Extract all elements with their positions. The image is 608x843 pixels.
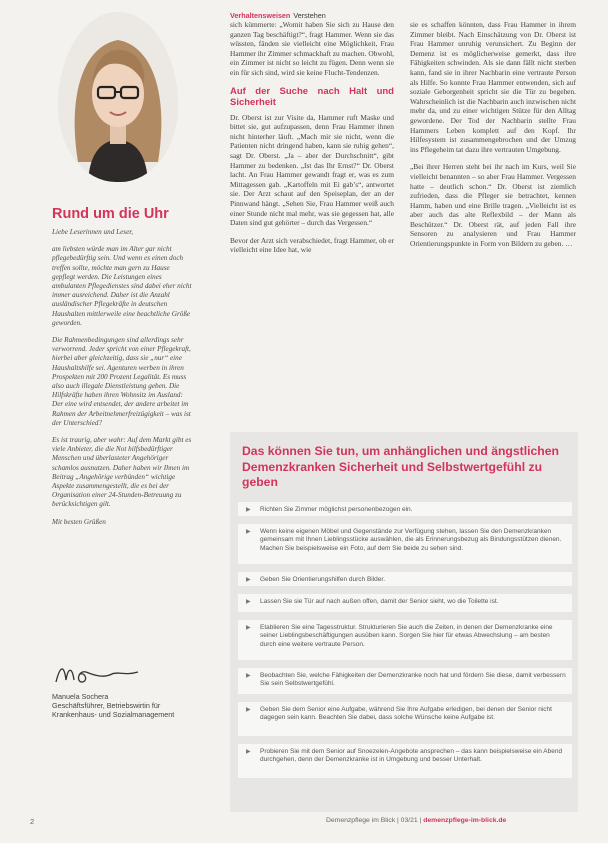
arrow-bullet-icon: ▶ [246,673,251,679]
tip-item [238,620,572,660]
editorial-paragraph: Die Rahmenbedingungen sind allerdings sehr verworrend. Jeder spricht von einer Pflegekraft, hierbei aber gleichzeitig, dass sie „nur“ eine Haushaltshilfe sei. Agenturen werben in ihren Prospekten mit 200 Prozent Legalität. Es muss also auch illegale Dienstleistung geben. Die Hilfskräfte haben ihren Wohnsitz im Ausland: Der eine wird entsendet, der andere arbeitet im Rahmen der Arbeitnehmerfreizügigkeit – was ist der Unterschied? [52,336,191,427]
tip-item [238,744,572,778]
tip-text: Lassen Sie sie Tür auf nach außen offen, damit der Senior sieht, wo die Toilette ist. [260,598,499,605]
article-column-1 [230,20,394,263]
tip-text: Wenn keine eigenen Möbel und Gegenstände zur Verfügung stehen, lassen Sie den Demenzkranken gemeinsam mit Ihnen Lieblingsstücke auswählen, die als Erinnerungsbezug als Bindungsstützen dienen. Machen Sie beispielsweise ein Foto, auf dem Sie beide zu sehen sind. [260,528,562,552]
arrow-bullet-icon: ▶ [246,625,251,631]
arrow-bullet-icon: ▶ [246,599,251,605]
tip-item [238,594,572,612]
tip-item [238,702,572,736]
tip-item [238,502,572,516]
tip-text: Probieren Sie mit dem Senior auf Snoezelen-Angebote ansprechen – das kann beispielsweise ein Abend durchgehen, denn der Demenzkranke ist in Umgebung und besser Unterhalt. [260,748,563,764]
editorial-paragraph: Es ist traurig, aber wahr: Auf dem Markt gibt es viele Anbieter, die die Not hilfsbedürftiger Menschen und überlasteter Angehöriger schamlos ausnutzen. Daher haben wir Ihnen im Beitrag „Angehörige verbünden“ wichtige Aspekte zusammengestellt, die es bei der Organisation einer 24-Stunden-Betreuung zu berücksichtigen gilt. [52,436,192,509]
tip-text: Geben Sie dem Senior eine Aufgabe, während Sie Ihre Aufgabe erledigen, bei denen der Senior nicht dagegen sein kann. Beachten Sie dabei, dass solche Wünsche keine Aufgabe ist. [260,706,552,722]
tip-item [238,572,572,586]
footer-issue: Demenzpflege im Blick | 03/21 | [326,817,422,824]
tip-text: Richten Sie Zimmer möglichst personenbezogen ein. [260,506,413,513]
article-paragraph: sich kümmerte: „Womit haben Sie sich zu Hause den ganzen Tag beschäftigt?“, fragt Hammer. Wenn sie das wüssten, fänden sie vielleicht eine Möglichkeit, Frau Hammer ihr Zimmer schmackhaft zu machen. Obwohl, ein Zimmer ist nicht so leicht zu fügen. Denn wenn sie ein für sich sind, wird sie keine Flucht-Tendenzen. [230,20,394,77]
author-portrait-photo [58,12,178,182]
tip-item [238,668,572,694]
article-paragraph: sie es schaffen könnten, dass Frau Hammer in ihrem Zimmer bleibt. Nach Einschätzung von Dr. Oberst ist Frau Hammer unruhig verunsichert. Zu Beginn der Demenz ist es möglicherweise gemerkt, dass ihre Fähigkeiten schwinden. Als sie dann fällt nicht sterben kann, fand sie in ihrer Nachbarin eine vertraute Person als Hilfe. So konnte Frau Hammer entwenden, sich auf soziale Geborgenheit spricht sie die Tür zu begehen. Wahrscheinlich ist die Nachbarin auch inzwischen nicht mehr da, und zu einer wichtigen Stütze für den Alltag gewordene. Der Tod der Nachbarin stellte Frau Hammers Leben komplett auf den Kopf. Ihr Hilfesystem ist zusammengebrochen und der Umzug ins Pflegeheim tat dazu ihre vertrauten Umgebung. [410,20,576,154]
editorial-closing: Mit besten Grüßen [52,517,106,526]
editorial-text [52,228,194,535]
author-role: Geschäftsführer, Betriebswirtin für Krankenhaus- und Sozialmanagement [52,701,175,719]
section-label [230,11,326,20]
editorial-greeting: Liebe Leserinnen und Leser, [52,228,134,236]
author-name: Manuela Sochera [52,692,109,701]
tip-text: Geben Sie Orientierungshilfen durch Bilder. [260,576,386,583]
section-label-main: Verhaltensweisen [230,11,291,20]
article-column-2 [410,20,576,257]
portrait-illustration [58,12,178,182]
article-subheading: Auf der Suche nach Halt und Sicherheit [230,85,394,108]
arrow-bullet-icon: ▶ [246,707,251,713]
arrow-bullet-icon: ▶ [246,577,251,583]
footer-line [326,817,506,824]
editorial-paragraph: am liebsten würde man im Alter gar nicht pflegebedürftig sein. Und wenn es einen doch treffen sollte, möchte man gern zu Hause gepflegt werden. Die Leistungen eines ambulanten Pflegedienstes sind dabei eher nicht immer ausreichend. Daher ist die Anzahl ausländischer Pflegekräfte in deutschen Haushalten mittlerweile eine beachtliche Größe geworden. [52,245,192,327]
arrow-bullet-icon: ▶ [246,529,251,535]
tips-title: Das können Sie tun, um anhänglichen und ängstlichen Demenzkranken Sicherheit und Selbstwertgefühl zu geben [242,444,559,489]
tip-text: Etablieren Sie eine Tagesstruktur. Strukturieren Sie auch die Zeiten, in denen der Demenzkranke eine seiner Lieblingsbeschäftigungen ausüben kann. Sorgen Sie hier für etwas Abwechslung – am besten durch eine weitere vertraute Person. [260,624,553,648]
editorial-title: Rund um die Uhr [52,206,169,222]
article-paragraph: „Bei ihrer Herren steht bei ihr nach im Kurs, weil Sie vielleicht benannten – so aber Frau Hammer. Vergessen hatte – deutlich schon.“ Dr. Oberst ist ziemlich zufrieden, dass die Pfleger sie betrachtet, kennen Hamm, haben und eine Brille tragen. „Vielleicht ist es aber auch das alte Reflexbild – der Mann als Beschützer.“ Dr. Oberst rät, auf jeden Fall ihre Sensoren zu analysieren und Frau Hammer Orientierungspunkte in Form von Bildern zu geben. … [410,162,576,249]
arrow-bullet-icon: ▶ [246,749,251,755]
footer-url: demenzpflege-im-blick.de [423,817,507,824]
article-paragraph: Dr. Oberst ist zur Visite da, Hammer ruft Maske und bittet sie, gut aufzupassen, denn Frau Hammer ihnen nicht hinterher läuft. „Mach mir sie nicht, wenn die Patienten nicht dringend haben, kann sie ruhig gehen“, sagt Dr. Oberst. „Ja – aber der Durchschnitt“, gibt Hammer zu bedenken. „Ist das Ihr Ernst?“ Dr. Oberst lacht. An Frau Hammer gewandt fragt er, was es zum Mittagessen gab. „Kartoffeln mit Ei gab’s“, antwortet sie. Der Arzt schaut auf den Speiseplan, der an der Pinnwand hängt. „Sehen Sie, Frau Hammer weiß auch einer Stunde nicht mal mehr, was sie gegessen hat, alle Daten sind gut gehörter – durch das Vergessen.“ [230,112,394,228]
tip-text: Beobachten Sie, welche Fähigkeiten der Demenzkranke noch hat und fördern Sie diese, damit verbessern Sie sein Selbstwertgefühl. [260,672,566,688]
section-label-sub: Verstehen [293,11,326,20]
article-paragraph: Bevor der Arzt sich verabschiedet, fragt Hammer, ob er vielleicht eine Idee hat, wie [230,235,394,255]
arrow-bullet-icon: ▶ [246,507,251,513]
tip-item [238,524,572,564]
handwritten-signature [52,662,142,691]
page-number: 2 [30,817,35,826]
author-block [52,692,202,719]
